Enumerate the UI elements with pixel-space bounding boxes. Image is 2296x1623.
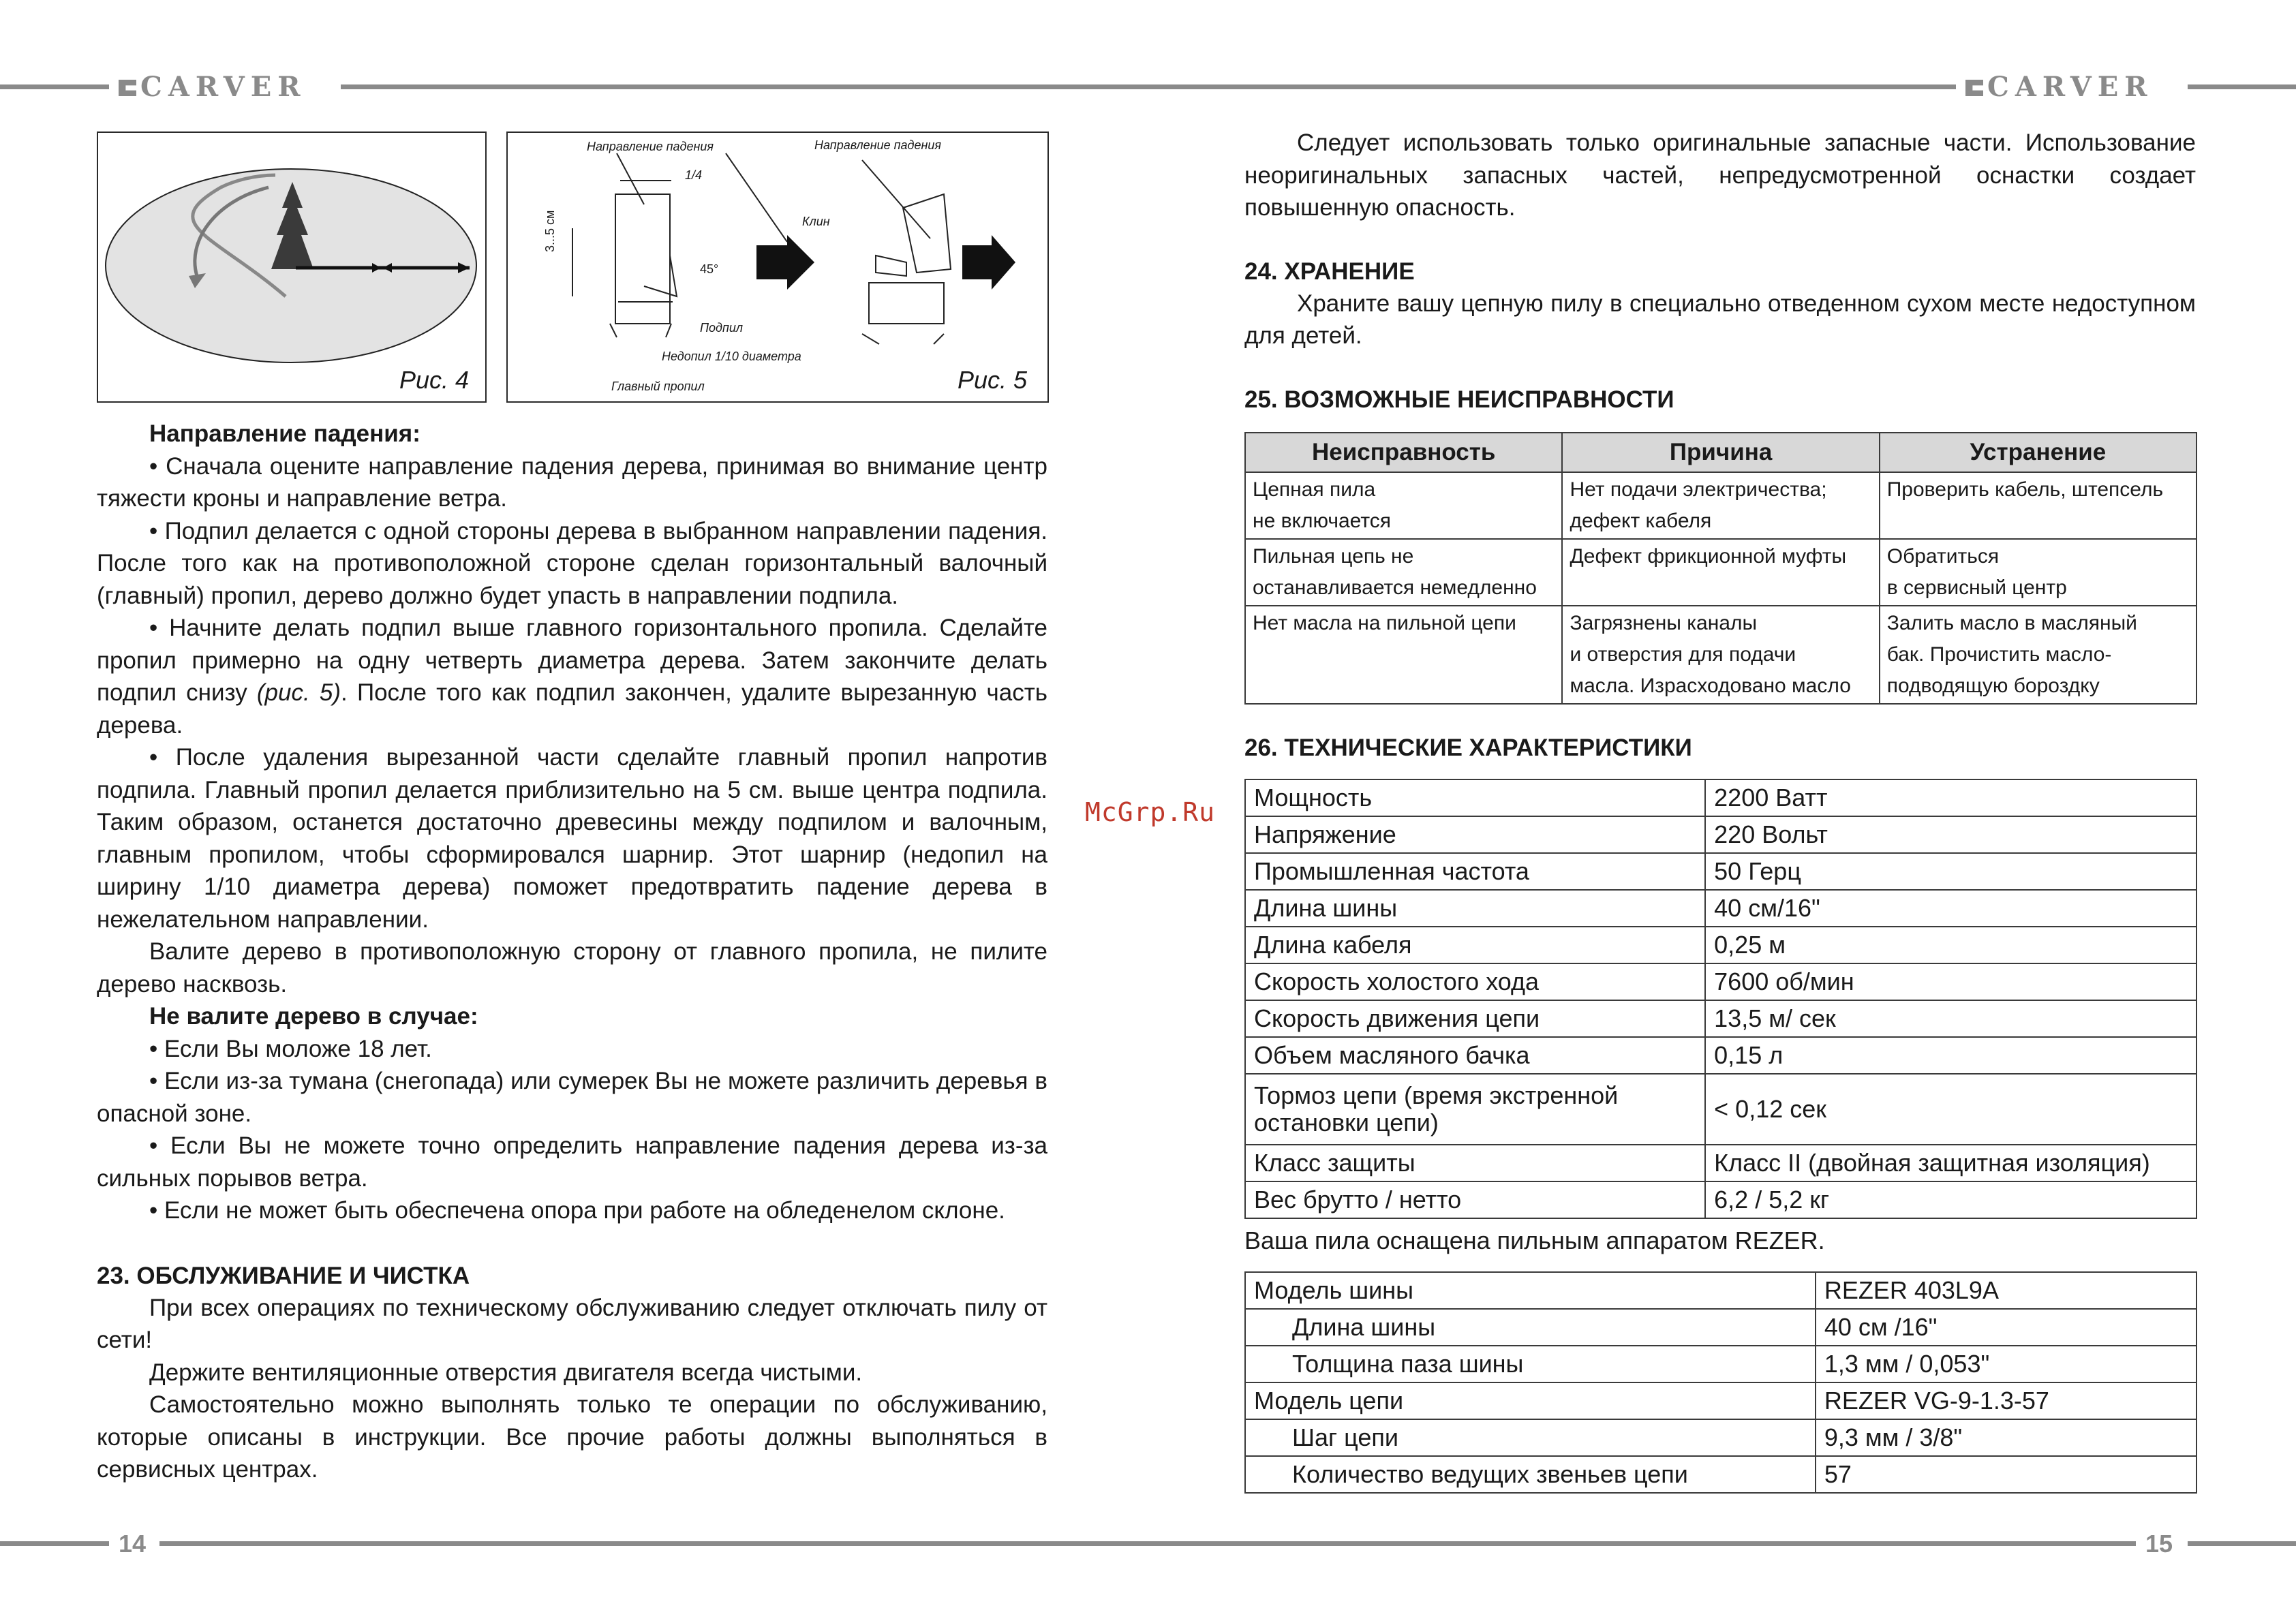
spec-name: Объем масляного бачка (1245, 1037, 1705, 1074)
maintenance-paragraph-2: Держите вентиляционные отверстия двигателя всегда чистыми. (149, 1359, 863, 1386)
table-row (1245, 927, 2196, 963)
rezer-table (1244, 1271, 2197, 1494)
table-row (1245, 1272, 2196, 1309)
table-row (1245, 890, 2196, 927)
table-row (1245, 606, 2196, 704)
dont-fell-item-4: • Если не может быть обеспечена опора при работе на обледенелом склоне. (149, 1197, 1005, 1224)
spec-value: 13,5 м/ сек (1705, 1000, 2196, 1037)
rezer-value: 1,3 мм / 0,053" (1816, 1346, 2196, 1382)
fix-cell: Проверить кабель, штепсель (1880, 472, 2196, 539)
page-number-left: 14 (119, 1530, 147, 1558)
table-row (1245, 1382, 2196, 1419)
rezer-intro: Ваша пила оснащена пильным аппаратом REZER. (1244, 1226, 1825, 1254)
figure-4 (97, 132, 487, 403)
fall-paragraph-2: • Подпил делается с одной стороны дерева в выбранном направлении падения. После того как на противоположной стороне сделан горизонтальный валочный (главный) пропил, дерево должно будет упасть в направлении подпила. (97, 517, 1047, 609)
spec-value: < 0,12 сек (1705, 1074, 2196, 1145)
cause-cell: Дефект фрикционной муфты (1562, 539, 1879, 606)
fig5-label-height: 3...5 см (543, 210, 557, 252)
right-column-text (1244, 127, 2196, 416)
header-rule-left (0, 84, 109, 89)
faults-header-cell: Причина (1562, 433, 1879, 472)
rezer-param: Количество ведущих звеньев цепи (1245, 1456, 1816, 1493)
maintenance-paragraph-3: Самостоятельно можно выполнять только те операции по обслуживанию, которые описаны в инструкции. Все прочие работы должны выполняться в сервисных центрах. (97, 1391, 1047, 1483)
table-row (1245, 853, 2196, 890)
faults-table (1244, 432, 2197, 705)
maintenance-paragraph-1: При всех операциях по техническому обслуживанию следует отключать пилу от сети! (97, 1294, 1047, 1353)
rezer-param: Толщина паза шины (1245, 1346, 1816, 1382)
spec-value: 50 Герц (1705, 853, 2196, 890)
spec-name: Промышленная частота (1245, 853, 1705, 890)
spec-name: Напряжение (1245, 816, 1705, 853)
header-rule-right (2188, 84, 2296, 89)
spec-name: Мощность (1245, 779, 1705, 816)
fault-cell: Пильная цепь не останавливается немедленно (1245, 539, 1562, 606)
figure-4-caption: Рис. 4 (399, 366, 469, 394)
footer-rule-right (2188, 1541, 2296, 1546)
table-row (1245, 1037, 2196, 1074)
rezer-value: 9,3 мм / 3/8" (1816, 1419, 2196, 1456)
spec-value: 220 Вольт (1705, 816, 2196, 853)
fig5-label-wedge: Клин (802, 215, 830, 228)
faults-header-cell: Неисправность (1245, 433, 1562, 472)
fig5-label-dir2: Направление падения (814, 138, 942, 152)
header-rule-center (341, 84, 1956, 89)
rezer-value: REZER 403L9A (1816, 1272, 2196, 1309)
table-row (1245, 472, 2196, 539)
footer-rule-center (159, 1541, 2136, 1546)
table-row (1245, 1419, 2196, 1456)
table-row (1245, 1074, 2196, 1145)
fig5-label-quarter: 1/4 (685, 168, 703, 182)
figure-5 (506, 132, 1049, 403)
table-row (1245, 1145, 2196, 1181)
dont-fell-item-1: • Если Вы моложе 18 лет. (149, 1035, 432, 1062)
fall-direction-heading: Направление падения: (149, 420, 420, 447)
watermark: McGrp.Ru (1085, 797, 1216, 827)
brand-logo-left: CARVER (119, 74, 306, 101)
section-25-heading: 25. ВОЗМОЖНЫЕ НЕИСПРАВНОСТИ (1244, 386, 1674, 413)
footer-rule-left (0, 1541, 109, 1546)
section-23-heading: 23. ОБСЛУЖИВАНИЕ И ЧИСТКА (97, 1262, 470, 1289)
spec-name: Скорость движения цепи (1245, 1000, 1705, 1037)
rezer-param: Шаг цепи (1245, 1419, 1816, 1456)
spec-name: Длина кабеля (1245, 927, 1705, 963)
spec-value: 0,25 м (1705, 927, 2196, 963)
dont-fell-heading: Не валите дерево в случае: (149, 1003, 478, 1030)
fix-cell: Обратиться в сервисный центр (1880, 539, 2196, 606)
rezer-value: REZER VG-9-1.3-57 (1816, 1382, 2196, 1419)
figure-5-caption: Рис. 5 (957, 366, 1027, 394)
table-row (1245, 963, 2196, 1000)
fig5-label-angle: 45° (700, 262, 719, 276)
spec-name: Вес брутто / нетто (1245, 1181, 1705, 1218)
spec-name: Тормоз цепи (время экстренной остановки цепи) (1245, 1074, 1705, 1145)
spec-value: 0,15 л (1705, 1037, 2196, 1074)
fall-paragraph-3: • Начните делать подпил выше главного горизонтального пропила. Сделайте пропил примерно на одну четверть диаметра дерева. Затем закончите делать подпил снизу (рис. 5). После того как подпил закончен, удалите вырезанную часть дерева. (97, 615, 1048, 739)
brand-mark-icon (1965, 80, 1983, 96)
rezer-value: 40 см /16" (1816, 1309, 2196, 1346)
fig5-label-dir1: Направление падения (587, 140, 714, 153)
brand-logo-right: CARVER (1965, 74, 2153, 101)
section-26-heading: 26. ТЕХНИЧЕСКИЕ ХАРАКТЕРИСТИКИ (1244, 735, 1692, 761)
spec-value: 2200 Ватт (1705, 779, 2196, 816)
fig5-label-hinge: Недопил 1/10 диаметра (662, 350, 801, 363)
spare-parts-paragraph: Следует использовать только оригинальные запасные части. Использование неоригинальных запасных частей, непредусмотренной оснастки создает повышенную опасность. (1244, 129, 2196, 221)
fault-cell: Цепная пила не включается (1245, 472, 1562, 539)
cause-cell: Загрязнены каналы и отверстия для подачи масла. Израсходовано масло (1562, 606, 1879, 704)
fig5-label-main: Главный пропил (611, 380, 705, 393)
fig5-label-notch: Подпил (700, 321, 744, 335)
brand-mark-icon (119, 80, 136, 96)
table-row (1245, 539, 2196, 606)
section-24-heading: 24. ХРАНЕНИЕ (1244, 258, 1415, 285)
dont-fell-item-2: • Если из-за тумана (снегопада) или сумерек Вы не можете различить деревья в опасной зоне. (97, 1068, 1047, 1127)
left-column (97, 418, 1047, 1486)
spec-name: Длина шины (1245, 890, 1705, 927)
rezer-param: Модель цепи (1245, 1382, 1816, 1419)
spec-value: Класс II (двойная защитная изоляция) (1705, 1145, 2196, 1181)
table-row (1245, 1181, 2196, 1218)
dont-fell-item-3: • Если Вы не можете точно определить направление падения дерева из-за сильных порывов ветра. (97, 1132, 1047, 1192)
spec-value: 7600 об/мин (1705, 963, 2196, 1000)
table-row (1245, 1346, 2196, 1382)
spec-value: 6,2 / 5,2 кг (1705, 1181, 2196, 1218)
page-number-right: 15 (2145, 1530, 2173, 1558)
faults-header-cell: Устранение (1880, 433, 2196, 472)
fall-paragraph-1: • Сначала оцените направление падения дерева, принимая во внимание центр тяжести кроны и направление ветра. (97, 452, 1047, 512)
figure-ref: (рис. 5) (256, 679, 341, 706)
tree-fall-diagram (98, 133, 485, 401)
storage-paragraph: Храните вашу цепную пилу в специально отведенном сухом месте недоступном для детей. (1244, 290, 2196, 349)
fix-cell: Залить масло в масляный бак. Прочистить масло- подводящую бороздку (1880, 606, 2196, 704)
spec-name: Скорость холостого хода (1245, 963, 1705, 1000)
fall-paragraph-4: • После удаления вырезанной части сделайте главный пропил напротив подпила. Главный пропил делается приблизительно на 5 см. выше центра подпила. Таким образом, останется достаточно древесины между подпилом и валочным, главным пропилом, чтобы сформировался шарнир. Этот шарнир (недопил на ширину 1/10 диаметра дерева) поможет предотвратить падение дерева в нежелательном направлении. (97, 744, 1047, 933)
spec-value: 40 см/16" (1705, 890, 2196, 927)
spec-name: Класс защиты (1245, 1145, 1705, 1181)
faults-header-row (1245, 433, 2196, 472)
cause-cell: Нет подачи электричества; дефект кабеля (1562, 472, 1879, 539)
table-row (1245, 816, 2196, 853)
table-row (1245, 1456, 2196, 1493)
table-row (1245, 1309, 2196, 1346)
rezer-param: Модель шины (1245, 1272, 1816, 1309)
table-row (1245, 779, 2196, 816)
rezer-value: 57 (1816, 1456, 2196, 1493)
fault-cell: Нет масла на пильной цепи (1245, 606, 1562, 704)
fall-paragraph-5: Валите дерево в противоположную сторону от главного пропила, не пилите дерево насквозь. (97, 938, 1047, 998)
table-row (1245, 1000, 2196, 1037)
rezer-param: Длина шины (1245, 1309, 1816, 1346)
specs-table (1244, 779, 2197, 1219)
